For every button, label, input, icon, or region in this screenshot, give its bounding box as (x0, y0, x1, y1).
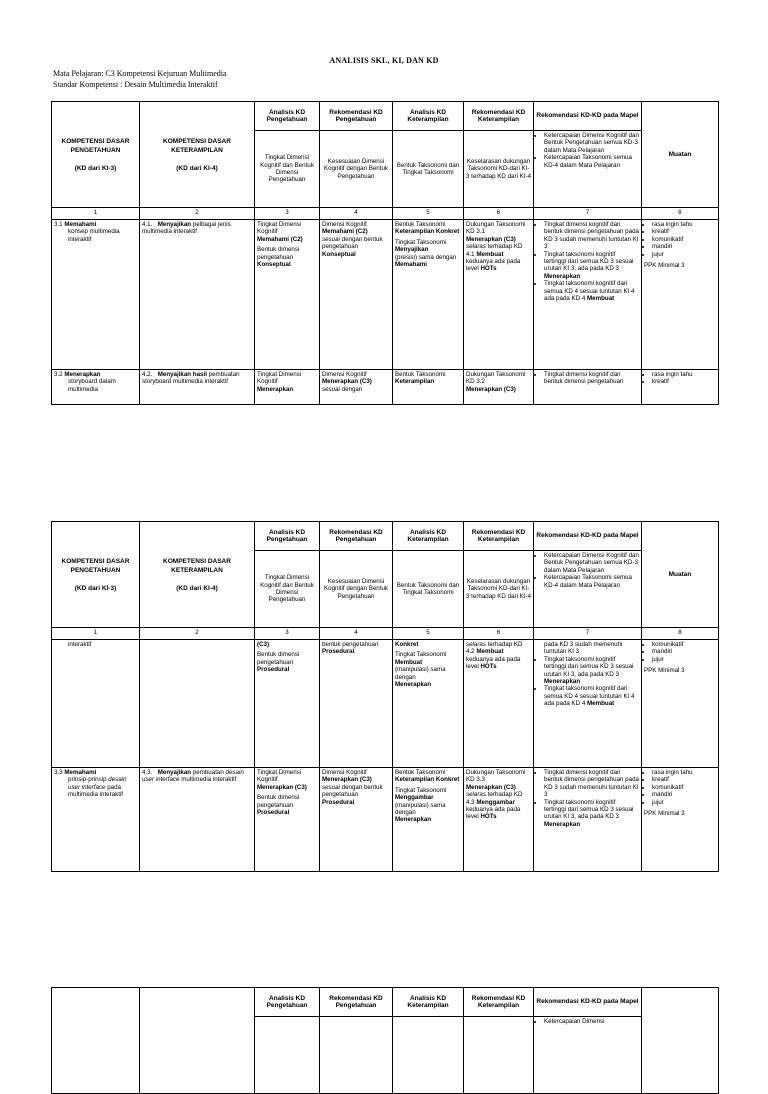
desc-rekomendasi-mapel: • Ketercapaian Dimensi Kognitif dan Bentuk Pengetahuan semua KD-3 dalam Mata Pelajaran • Ketercapaian Taksonomi semua KD-4 dalam Mata Pelajaran (534, 131, 642, 208)
desc-rekomendasi-keterampilan: Keselarasan dukungan Taksonomi KD-dari KI-3 terhadap KD dari KI-4 (464, 131, 534, 208)
header-analisis-keterampilan: Analisis KD Keterampilan (393, 102, 464, 131)
header-kd-keterampilan: KOMPETENSI DASAR KETERAMPILAN (KD dari KI-4) (140, 102, 255, 208)
header-kd-keterampilan: KOMPETENSI DASAR KETERAMPILAN (KD dari KI-4) (140, 522, 255, 628)
column-number-row: 1 2 3 4 5 6 7 8 (52, 208, 719, 220)
desc-analisis-keterampilan: Bentuk Taksonomi dan Tingkat Taksonomi (393, 551, 464, 628)
kd4-cell: 4.1. Menyajikan pelbagai jenis multimedia interaktif (140, 220, 255, 370)
rekom-k-cell: Dukungan Taksonomi KD 3.2 Menerapkan (C3) (464, 370, 534, 405)
analisis-p-cell: (C3) Bentuk dimensi pengetahuan Prosedural (255, 640, 320, 768)
header-rekomendasi-pengetahuan: Rekomendasi KD Pengetahuan (320, 522, 393, 551)
rekom-p-cell: bentuk pengetahuan Prosedural (320, 640, 393, 768)
header-muatan: Muatan (642, 102, 719, 208)
subject-line: Mata Pelajaran: C3 Kompetensi Kejuruan Multimedia (53, 69, 227, 78)
header-kd-pengetahuan: KOMPETENSI DASAR PENGETAHUAN (KD dari KI-3) (52, 102, 140, 208)
competency-standard-line: Standar Kompetensi : Desain Multimedia Interaktif (53, 80, 218, 89)
header-rekomendasi-mapel: Rekomendasi KD-KD pada Mapel (534, 988, 642, 1017)
header-rekomendasi-keterampilan: Rekomendasi KD Keterampilan (464, 102, 534, 131)
analisis-k-cell: Konkret Tingkat Taksonomi Membuat (manipulasi) sama dengan Menerapkan (393, 640, 464, 768)
kd3-cell: 3.1 Memahami konsep multimedia interaktif (52, 220, 140, 370)
kd3-cell: 3.3 Memahami prinsip-prinsip desain user interface pada multimedia interaktif (52, 768, 140, 872)
header-analisis-pengetahuan: Analisis KD Pengetahuan (255, 988, 320, 1017)
header-rekomendasi-mapel: Rekomendasi KD-KD pada Mapel (534, 522, 642, 551)
header-muatan: Muatan (642, 522, 719, 628)
analisis-p-cell: Tingkat Dimensi Kognitif Menerapkan (C3) Bentuk dimensi pengetahuan Prosedural (255, 768, 320, 872)
analysis-table-2 (51, 521, 719, 872)
rekom-mapel-cell: • Tingkat dimensi kognitif dan bentuk dimensi pengetahuan (534, 370, 642, 405)
kd3-cell: interaktif (52, 640, 140, 768)
header-kd-keterampilan (140, 988, 255, 1094)
header-rekomendasi-pengetahuan: Rekomendasi KD Pengetahuan (320, 102, 393, 131)
rekom-mapel-cell: • Tingkat dimensi kognitif dan bentuk dimensi pengetahuan pada KD 3 sudah memenuhi tuntutan KI 3 • Tingkat taksonomi kognitif tertinggi dari semua KD 3 sesuai urutan KI 3, ada pada KD 3 Menerapkan (534, 768, 642, 872)
header-rekomendasi-mapel: Rekomendasi KD-KD pada Mapel (534, 102, 642, 131)
rekom-p-cell: Dimensi Kognitif Memahami (C2) sesuai dengan bentuk pengetahuan Konseptual (320, 220, 393, 370)
header-rekomendasi-pengetahuan: Rekomendasi KD Pengetahuan (320, 988, 393, 1017)
header-kd-pengetahuan (52, 988, 140, 1094)
rekom-k-cell: selaras terhadap KD 4.2 Membuat keduanya ada pada level HOTs (464, 640, 534, 768)
header-muatan (642, 988, 719, 1094)
muatan-cell: • rasa ingin tahu • kreatif • komunikatif • mandiri • jujur PPK Minimal 3 (642, 768, 719, 872)
rekom-k-cell: Dukungan Taksonomi KD 3.3 Menerapkan (C3) selaras terhadap KD 4.3 Menggambar keduanya ada pada level HOTs (464, 768, 534, 872)
kd3-cell: 3.2 Menerapkan storyboard dalam multimedia (52, 370, 140, 405)
header-rekomendasi-keterampilan: Rekomendasi KD Keterampilan (464, 522, 534, 551)
analisis-k-cell: Bentuk Taksonomi Keterampilan (393, 370, 464, 405)
analisis-p-cell: Tingkat Dimensi Kognitif Memahami (C2) Bentuk dimensi pengetahuan Konseptual (255, 220, 320, 370)
table-row-kd-3-2-continued (52, 640, 719, 768)
kd4-cell (140, 640, 255, 768)
table-row-kd-3-3 (52, 768, 719, 872)
rekom-k-cell: Dukungan Taksonomi KD 3.1 Menerapkan (C3) selaras terhadap KD 4.1 Membuat keduanya ada pada level HOTs (464, 220, 534, 370)
header-rekomendasi-keterampilan: Rekomendasi KD Keterampilan (464, 988, 534, 1017)
muatan-cell: • komunikatif • mandiri • jujur PPK Minimal 3 (642, 640, 719, 768)
analisis-k-cell: Bentuk Taksonomi Keterampilan Konkret Tingkat Taksonomi Menggambar (manipulasi) sama dengan Menerapkan (393, 768, 464, 872)
desc-rekomendasi-mapel: • Ketercapaian Dimensi Kognitif dan Bentuk Pengetahuan semua KD-3 dalam Mata Pelajaran • Ketercapaian Taksonomi semua KD-4 dalam Mata Pelajaran (534, 551, 642, 628)
rekom-mapel-cell: • Tingkat dimensi kognitif dan bentuk dimensi pengetahuan pada KD 3 sudah memenuhi tuntutan KI 3 • Tingkat taksonomi kognitif tertinggi dari semua KD 3 sesuai urutan KI 3, ada pada KD 3 Menerapkan • Tingkat taksonomi kognitif dari semua KD 4 sesuai tuntutan KI 4 ada pada KD 4 Membuat (534, 220, 642, 370)
kd4-cell: 4.3. Menyajikan pembuatan desain user interface multimedia interaktif (140, 768, 255, 872)
header-kd-pengetahuan: KOMPETENSI DASAR PENGETAHUAN (KD dari KI-3) (52, 522, 140, 628)
header-analisis-keterampilan: Analisis KD Keterampilan (393, 988, 464, 1017)
analysis-table-1 (51, 101, 719, 405)
muatan-cell: • rasa ingin tahu • kreatif • komunikatif • mandiri • jujur PPK Minimal 3 (642, 220, 719, 370)
rekom-p-cell: Dimensi Kognitif Menerapkan (C3) sesuai dengan bentuk pengetahuan Prosedural (320, 768, 393, 872)
table-row-kd-3-1 (52, 220, 719, 370)
desc-analisis-pengetahuan: Tingkat Dimensi Kognitif dan Bentuk Dimensi Pengetahuan (255, 551, 320, 628)
column-number-row: 1 2 3 4 5 6 7 8 (52, 628, 719, 640)
header-analisis-keterampilan: Analisis KD Keterampilan (393, 522, 464, 551)
header-analisis-pengetahuan: Analisis KD Pengetahuan (255, 102, 320, 131)
document-title: ANALISIS SKL, KI, DAN KD (329, 56, 439, 65)
desc-rekomendasi-pengetahuan: Kesesuaian Dimensi Kognitif dengan Bentuk Pengetahuan (320, 551, 393, 628)
desc-analisis-keterampilan: Bentuk Taksonomi dan Tingkat Taksonomi (393, 131, 464, 208)
desc-analisis-pengetahuan: Tingkat Dimensi Kognitif dan Bentuk Dimensi Pengetahuan (255, 131, 320, 208)
rekom-mapel-cell: pada KD 3 sudah memenuhi tuntutan KI 3 • Tingkat taksonomi kognitif tertinggi dari semua KD 3 sesuai urutan KI 3, ada pada KD 3 Menerapkan • Tingkat taksonomi kognitif dari semua KD 4 sesuai tuntutan KI 4 ada pada KD 4 Membuat (534, 640, 642, 768)
table-row-kd-3-2 (52, 370, 719, 405)
desc-rekomendasi-mapel: • Ketercapaian Dimensi (534, 1017, 642, 1094)
header-analisis-pengetahuan: Analisis KD Pengetahuan (255, 522, 320, 551)
desc-rekomendasi-pengetahuan: Kesesuaian Dimensi Kognitif dengan Bentuk Pengetahuan (320, 131, 393, 208)
analisis-k-cell: Bentuk Taksonomi Keterampilan Konkret Tingkat Taksonomi Menyajikan (presisi) sama dengan Memahami (393, 220, 464, 370)
rekom-p-cell: Dimensi Kognitif Menerapkan (C3) sesuai dengan (320, 370, 393, 405)
kd4-cell: 4.2. Menyajikan hasil pembuatan storyboard multimedia interaktif (140, 370, 255, 405)
desc-rekomendasi-keterampilan: Keselarasan dukungan Taksonomi KD-dari KI-3 terhadap KD dari KI-4 (464, 551, 534, 628)
muatan-cell: • rasa ingin tahu • kreatif (642, 370, 719, 405)
analisis-p-cell: Tingkat Dimensi Kognitif Menerapkan (255, 370, 320, 405)
analysis-table-3 (51, 987, 719, 1094)
